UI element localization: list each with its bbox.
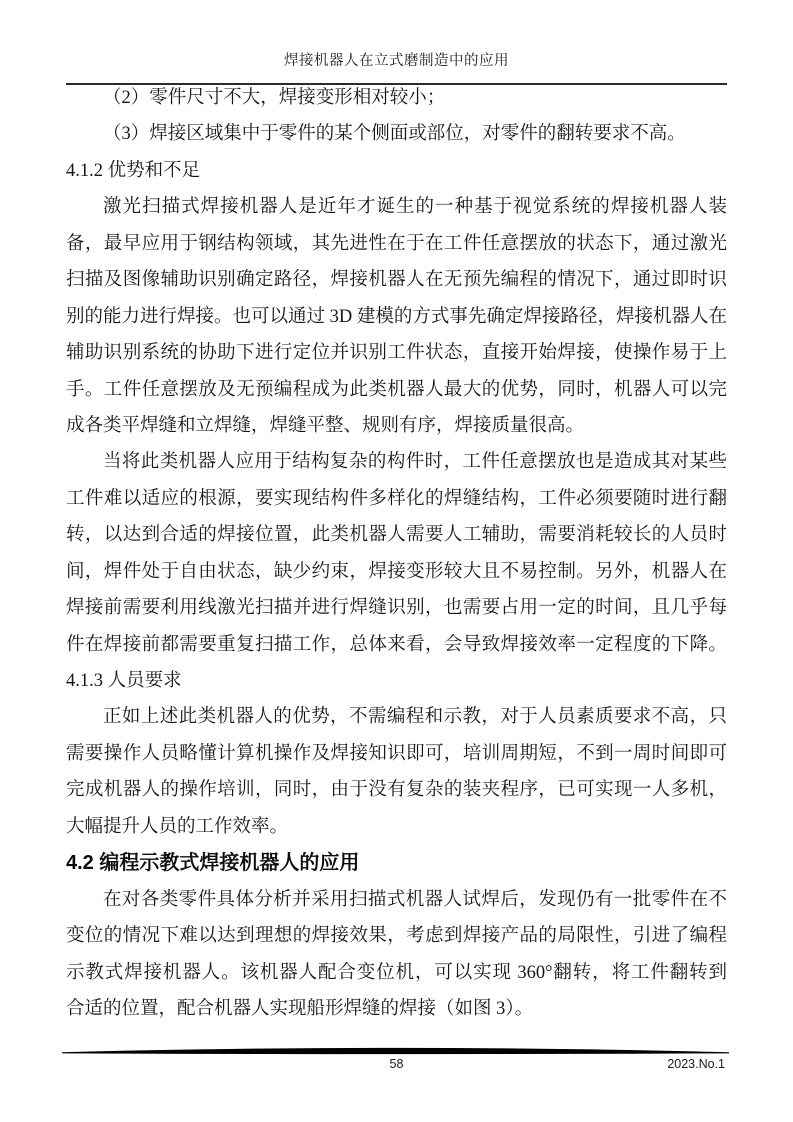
body-text-line: 手。工件任意摆放及无预编程成为此类机器人最大的优势，同时，机器人可以完 [66,379,727,400]
list-item-line: （2）零件尺寸不大，焊接变形相对较小； [103,88,446,108]
subsection-heading: 4.1.3 人员要求 [66,671,182,691]
body-text-line: 大幅提升人员的工作效率。 [66,816,289,837]
body-text-line: 转，以达到合适的焊接位置，此类机器人需要人工辅助，需要消耗较长的人员时 [66,525,727,546]
footer-rule [62,1046,729,1055]
body-text-line: 在对各类零件具体分析并采用扫描式机器人试焊后，发现仍有一批零件在不 [103,889,727,910]
list-item-line: （3）焊接区域集中于零件的某个侧面或部位，对零件的翻转要求不高。 [103,124,686,145]
body-text-line: 当将此类机器人应用于结构复杂的构件时，工件任意摆放也是造成其对某些 [103,452,727,473]
body-text-line: 扫描及图像辅助识别确定路径，焊接机器人在无预先编程的情况下，通过即时识 [66,270,727,291]
body-text-line: 成各类平焊缝和立焊缝，焊缝平整、规则有序，焊接质量很高。 [66,415,585,436]
body-text-line: 变位的情况下难以达到理想的焊接效果，考虑到焊接产品的局限性，引进了编程 [66,926,727,947]
body-text-line: 示教式焊接机器人。该机器人配合变位机，可以实现 360°翻转，将工件翻转到 [66,962,727,983]
document-body [66,80,727,1027]
body-text-line: 合适的位置，配合机器人实现船形焊缝的焊接（如图 3）。 [66,998,534,1019]
body-text-line: 备，最早应用于钢结构领域，其先进性在于在工件任意摆放的状态下，通过激光 [66,233,727,254]
body-text-line: 激光扫描式焊接机器人是近年才诞生的一种基于视觉系统的焊接机器人装 [103,197,727,218]
body-text-line: 焊接前需要利用线激光扫描并进行焊缝识别，也需要占用一定的时间，且几乎每 [66,598,727,619]
body-text-line: 件在焊接前都需要重复扫描工作，总体来看，会导致焊接效率一定程度的下降。 [66,634,727,655]
body-text-line: 间，焊件处于自由状态，缺少约束，焊接变形较大且不易控制。另外，机器人在 [66,561,727,582]
body-text-line: 辅助识别系统的协助下进行定位并识别工件状态，直接开始焊接，使操作易于上 [66,343,727,364]
running-head-title: 焊接机器人在立式磨制造中的应用 [284,53,509,69]
body-text-line: 正如上述此类机器人的优势，不需编程和示教，对于人员素质要求不高，只 [103,707,727,728]
body-text-line: 工件难以适应的根源，要实现结构件多样化的焊缝结构，工件必须要随时进行翻 [66,488,727,509]
subsection-heading: 4.1.2 优势和不足 [66,160,201,181]
body-text-line: 需要操作人员略懂计算机操作及焊接知识即可，培训周期短，不到一周时间即可 [66,743,727,764]
body-text-line: 完成机器人的操作培训，同时，由于没有复杂的装夹程序，已可实现一人多机， [66,780,727,801]
section-heading: 4.2 编程示教式焊接机器人的应用 [66,852,360,875]
issue-label: 2023.No.1 [667,1057,725,1071]
body-text-line: 别的能力进行焊接。也可以通过 3D 建模的方式事先确定焊接路径，焊接机器人在 [66,306,727,327]
page-number: 58 [389,1057,404,1071]
